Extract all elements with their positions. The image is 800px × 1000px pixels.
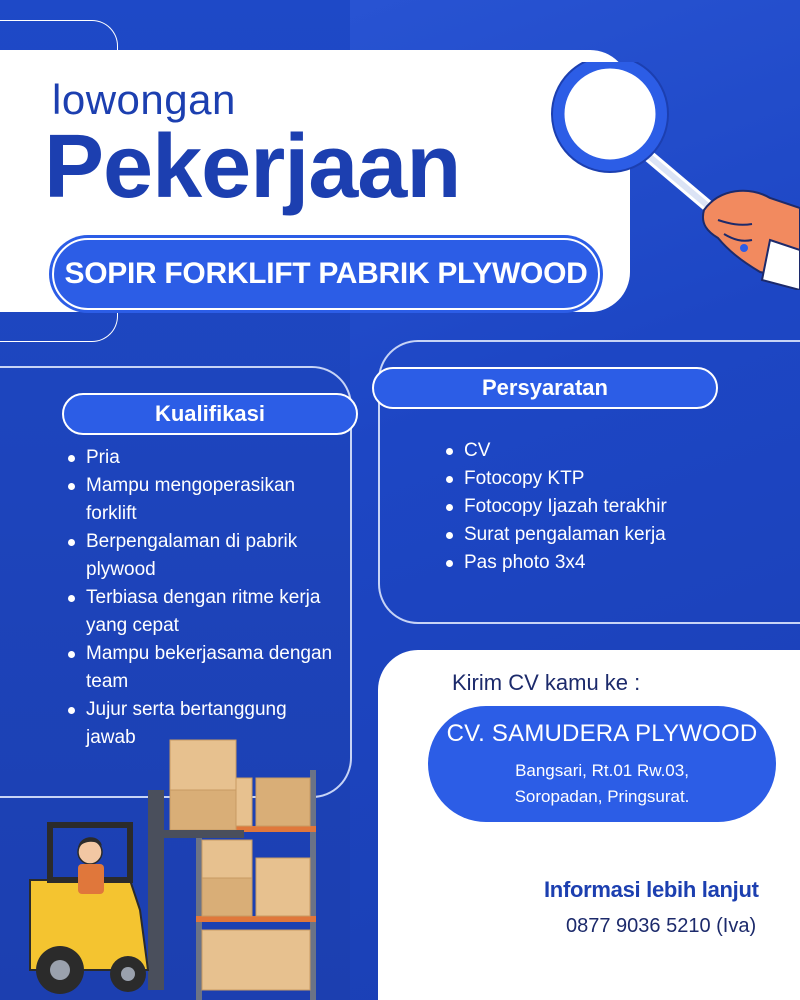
info-heading: Informasi lebih lanjut [544, 877, 759, 902]
company-name: CV. SAMUDERA PLYWOOD [446, 720, 758, 747]
list-item: Terbiasa dengan ritme kerja yang cepat [64, 584, 334, 640]
list-item: Pria [64, 444, 334, 472]
address-line-2: Soropadan, Pringsurat. [514, 787, 690, 806]
company-address [428, 758, 776, 810]
contact-panel [378, 650, 800, 1000]
list-item: Surat pengalaman kerja [442, 521, 742, 549]
company-card [428, 706, 776, 822]
list-item: Jujur serta bertanggung jawab [64, 696, 334, 752]
list-item: Fotocopy KTP [442, 465, 742, 493]
list-item: Pas photo 3x4 [442, 549, 742, 577]
list-item: CV [442, 437, 742, 465]
job-title-pill: SOPIR FORKLIFT PABRIK PLYWOOD [52, 238, 600, 310]
kualifikasi-heading: Kualifikasi [62, 393, 358, 435]
forklift-illustration [20, 730, 340, 1000]
title-lowongan: lowongan [52, 76, 236, 123]
address-line-1: Bangsari, Rt.01 Rw.03, [515, 761, 689, 780]
list-item: Mampu bekerjasama dengan team [64, 640, 334, 696]
hand-icon [700, 180, 800, 290]
list-item: Fotocopy Ijazah terakhir [442, 493, 742, 521]
title-pekerjaan: Pekerjaan [44, 117, 461, 217]
persyaratan-heading: Persyaratan [372, 367, 718, 409]
kualifikasi-list [64, 444, 334, 752]
list-item: Mampu mengoperasikan forklift [64, 472, 334, 528]
send-cv-label: Kirim CV kamu ke : [452, 670, 641, 695]
list-item: Berpengalaman di pabrik plywood [64, 528, 334, 584]
phone-number: 0877 9036 5210 (Iva) [566, 915, 757, 937]
persyaratan-list [442, 437, 742, 577]
